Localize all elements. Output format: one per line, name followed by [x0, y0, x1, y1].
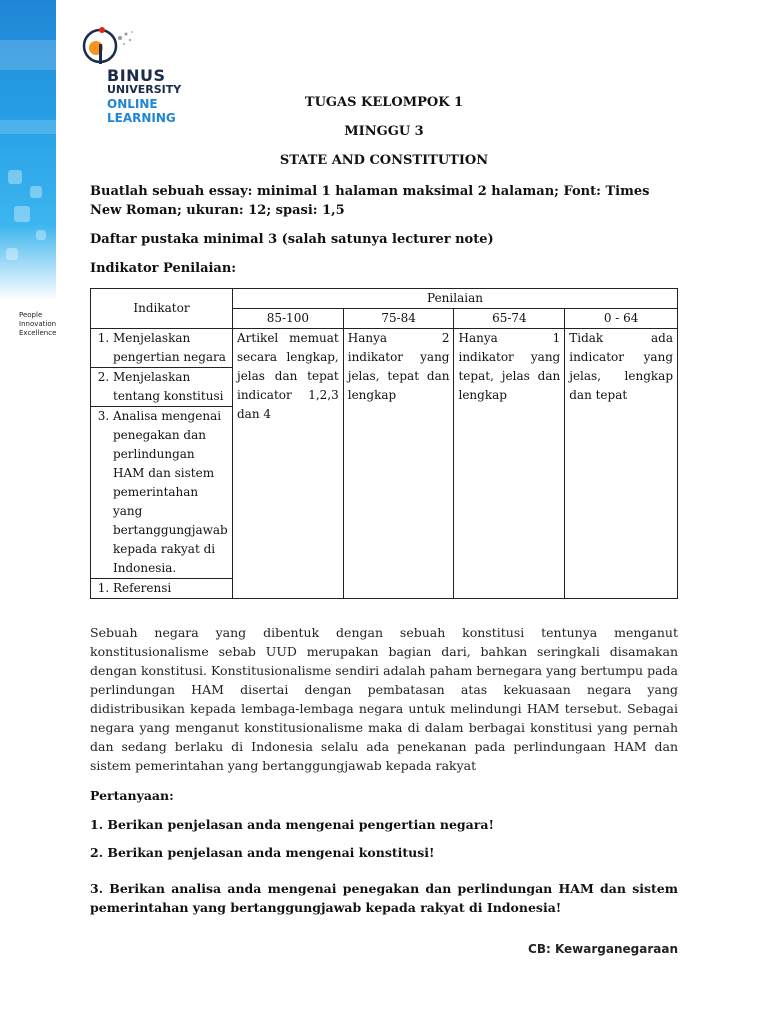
brand-tagline [19, 311, 56, 338]
logo-online: ONLINE [107, 97, 158, 111]
indicator-cell [91, 407, 233, 579]
reference-instruction: Daftar pustaka minimal 3 (salah satunya lecturer note) [90, 232, 494, 247]
range-header: 75-84 [343, 309, 454, 329]
logo-university: UNIVERSITY [107, 83, 182, 96]
description-cell [454, 329, 565, 599]
course-label: CB: Kewarganegaraan [528, 942, 678, 956]
doc-week: MINGGU 3 [344, 124, 424, 139]
indikator-header: Indikator [91, 289, 233, 329]
indicator-item: 3. Analisa mengenai penegakan dan perlindungan HAM dan sistem pemerintahan yang bertanggungjawab kepada rakyat di Indonesia. [113, 407, 228, 578]
description-cell [565, 329, 678, 599]
questions-heading: Pertanyaan: [90, 788, 174, 803]
tagline-line: Excellence [19, 329, 57, 337]
indicator-cell [91, 579, 233, 599]
logo-binus: BINUS [107, 66, 166, 85]
indicator-heading: Indikator Penilaian: [90, 261, 237, 276]
range-header: 65-74 [454, 309, 565, 329]
description-text: Hanya 1 indikator yang tepat, jelas dan lengkap [458, 331, 561, 402]
binus-logo [72, 20, 212, 130]
range-header: 85-100 [232, 309, 343, 329]
range-header: 0 - 64 [565, 309, 678, 329]
description-text: Artikel memuat secara lengkap, jelas dan tepat indicator 1,2,3 dan 4 [236, 331, 339, 421]
description-text: Tidak ada indicator yang jelas, lengkap dan tepat [569, 331, 673, 402]
table-header-row [91, 289, 678, 309]
doc-title: TUGAS KELOMPOK 1 [304, 95, 464, 110]
tagline-line: People [19, 311, 43, 319]
question-item: 3. Berikan analisa anda mengenai penegakan dan perlindungan HAM dan sistem pemerintahan yang bertanggungjawab kepada rakyat di Indonesia! [90, 881, 678, 915]
brand-side-strip [0, 0, 56, 300]
description-cell [232, 329, 343, 599]
indicator-item: 1. Referensi [113, 579, 228, 598]
grading-table [90, 288, 678, 599]
table-row [91, 329, 678, 368]
indicator-cell [91, 329, 233, 368]
penilaian-header: Penilaian [232, 289, 677, 309]
indicator-item: 1. Menjelaskan pengertian negara [113, 329, 228, 367]
body-paragraph: Sebuah negara yang dibentuk dengan sebuah konstitusi tentunya menganut konstitusionalisme sebab UUD merupakan bagian dari, bahkan seringkali disamakan dengan konstitusi. Konstitusionalisme sendiri adalah paham bernegara yang bertumpu pada perlindungan HAM disertai dengan pembatasan atas kekuasaan negara yang didistribusikan kepada lembaga-lembaga negara untuk melindungi HAM tersebut. Sebagai negara yang menganut konstitusionalisme maka di dalam berbagai konstitusi yang pernah dan sedang berlaku di Indonesia selalu ada penekanan pada perlindungaan HAM dan sistem pemerintahan yang bertanggungjawab kepada rakyat [90, 625, 678, 773]
essay-instruction: Buatlah sebuah essay: minimal 1 halaman maksimal 2 halaman; Font: Times New Roman; ukuran: 12; spasi: 1,5 [90, 184, 650, 218]
indicator-cell [91, 368, 233, 407]
indicator-item: 2. Menjelaskan tentang konstitusi [113, 368, 228, 406]
description-text: Hanya 2 indikator yang jelas, tepat dan lengkap [347, 331, 450, 402]
tagline-line: Innovation [19, 320, 57, 328]
logo-mark-icon [72, 20, 142, 70]
question-item: 2. Berikan penjelasan anda mengenai konstitusi! [90, 845, 435, 860]
doc-topic: STATE AND CONSTITUTION [279, 153, 489, 168]
logo-learning: LEARNING [107, 111, 176, 125]
question-item: 1. Berikan penjelasan anda mengenai pengertian negara! [90, 817, 494, 832]
description-cell [343, 329, 454, 599]
